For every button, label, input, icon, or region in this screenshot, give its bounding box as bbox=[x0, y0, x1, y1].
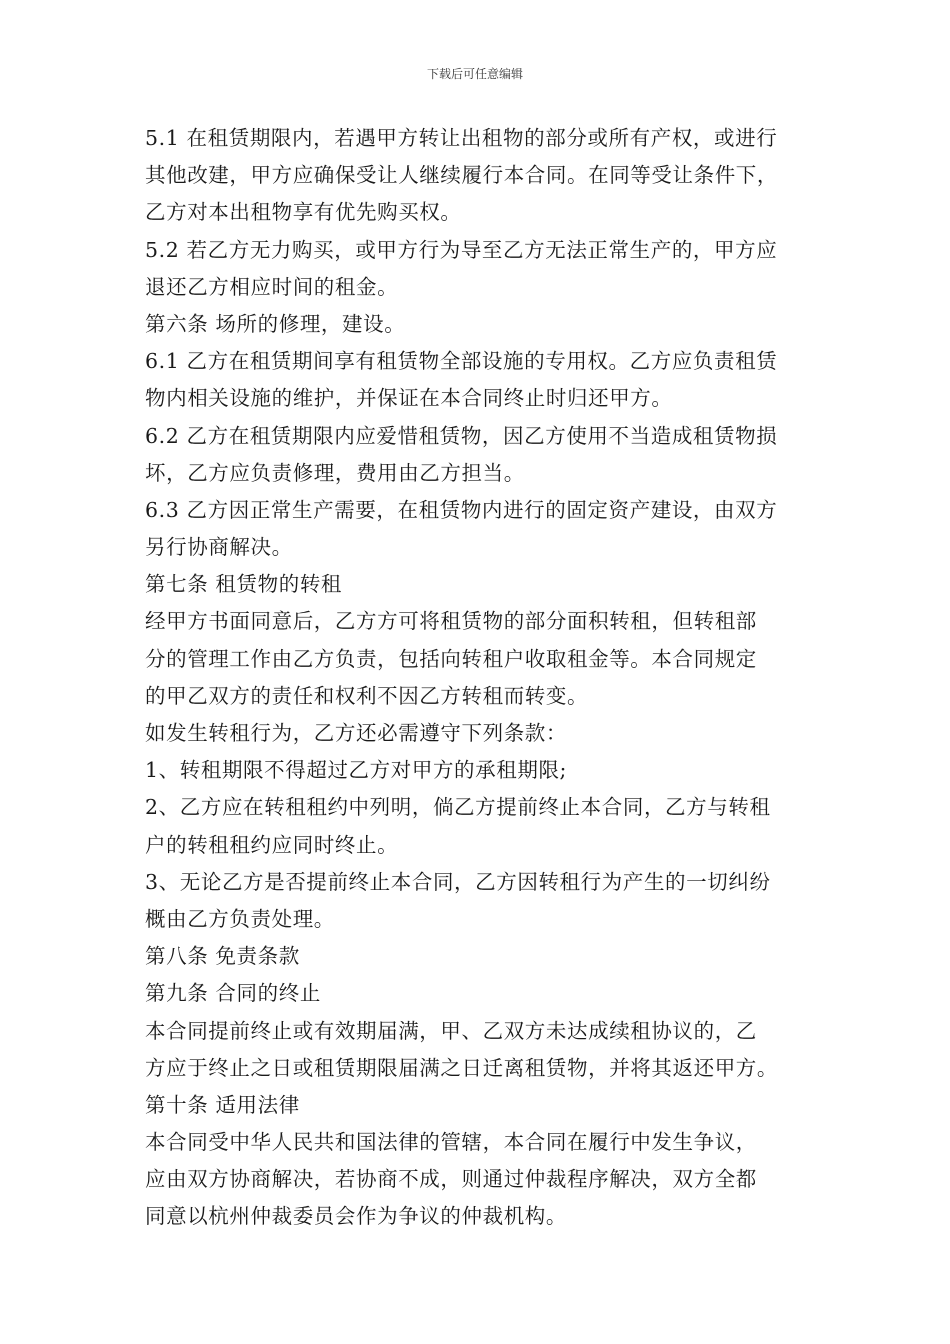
text-line: 方应于终止之日或租赁期限届满之日迁离租赁物，并将其返还甲方。 bbox=[145, 1055, 778, 1080]
text-line: 分的管理工作由乙方负责，包括向转租户收取租金等。本合同规定 bbox=[145, 646, 757, 671]
text-line: 另行协商解决。 bbox=[145, 535, 293, 560]
text-line: 如发生转租行为，乙方还必需遵守下列条款： bbox=[145, 721, 567, 745]
section-heading: 第十条 适用法律 bbox=[145, 1092, 300, 1117]
text-line: 本合同提前终止或有效期届满，甲、乙双方未达成续租协议的，乙 bbox=[145, 1018, 757, 1043]
text-line: 乙方对本出租物享有优先购买权。 bbox=[145, 200, 462, 225]
section-heading: 第九条 合同的终止 bbox=[145, 981, 321, 1006]
text-line: 2、乙方应在转租租约中列明，倘乙方提前终止本合同，乙方与转租 bbox=[145, 795, 771, 820]
text-line: 6.2 乙方在租赁期限内应爱惜租赁物，因乙方使用不当造成租赁物损 bbox=[145, 423, 778, 448]
text-line: 3、无论乙方是否提前终止本合同，乙方因转租行为产生的一切纠纷 bbox=[145, 869, 771, 894]
text-line: 同意以杭州仲裁委员会作为争议的仲裁机构。 bbox=[145, 1204, 567, 1229]
text-line: 其他改建，甲方应确保受让人继续履行本合同。在同等受让条件下， bbox=[145, 163, 778, 188]
text-line: 坏，乙方应负责修理，费用由乙方担当。 bbox=[145, 460, 525, 485]
section-heading: 第七条 租赁物的转租 bbox=[145, 572, 343, 597]
text-line: 6.1 乙方在租赁期间享有租赁物全部设施的专用权。乙方应负责租赁 bbox=[145, 349, 778, 374]
text-line: 概由乙方负责处理。 bbox=[145, 906, 335, 931]
page-header: 下载后可任意编辑 bbox=[426, 67, 523, 81]
text-line: 应由双方协商解决，若协商不成，则通过仲裁程序解决，双方全都 bbox=[145, 1167, 757, 1192]
text-line: 的甲乙双方的责任和权利不因乙方转租而转变。 bbox=[145, 683, 589, 708]
text-line: 6.3 乙方因正常生产需要，在租赁物内进行的固定资产建设，由双方 bbox=[145, 497, 778, 522]
section-heading: 第八条 免责条款 bbox=[145, 944, 300, 969]
text-line: 经甲方书面同意后，乙方方可将租赁物的部分面积转租，但转租部 bbox=[145, 609, 757, 634]
document-body bbox=[145, 120, 815, 1236]
text-line: 退还乙方相应时间的租金。 bbox=[145, 274, 399, 299]
text-line: 1、转租期限不得超过乙方对甲方的承租期限; bbox=[145, 758, 568, 783]
text-line: 户的转租租约应同时终止。 bbox=[145, 832, 399, 857]
text-line: 物内相关设施的维护，并保证在本合同终止时归还甲方。 bbox=[145, 386, 673, 411]
text-line: 5.1 在租赁期限内，若遇甲方转让出租物的部分或所有产权，或进行 bbox=[145, 126, 778, 150]
text-line: 本合同受中华人民共和国法律的管辖，本合同在履行中发生争议， bbox=[145, 1130, 757, 1155]
text-line: 5.2 若乙方无力购买，或甲方行为导至乙方无法正常生产的，甲方应 bbox=[145, 237, 778, 262]
section-heading: 第六条 场所的修理，建设。 bbox=[145, 311, 406, 336]
